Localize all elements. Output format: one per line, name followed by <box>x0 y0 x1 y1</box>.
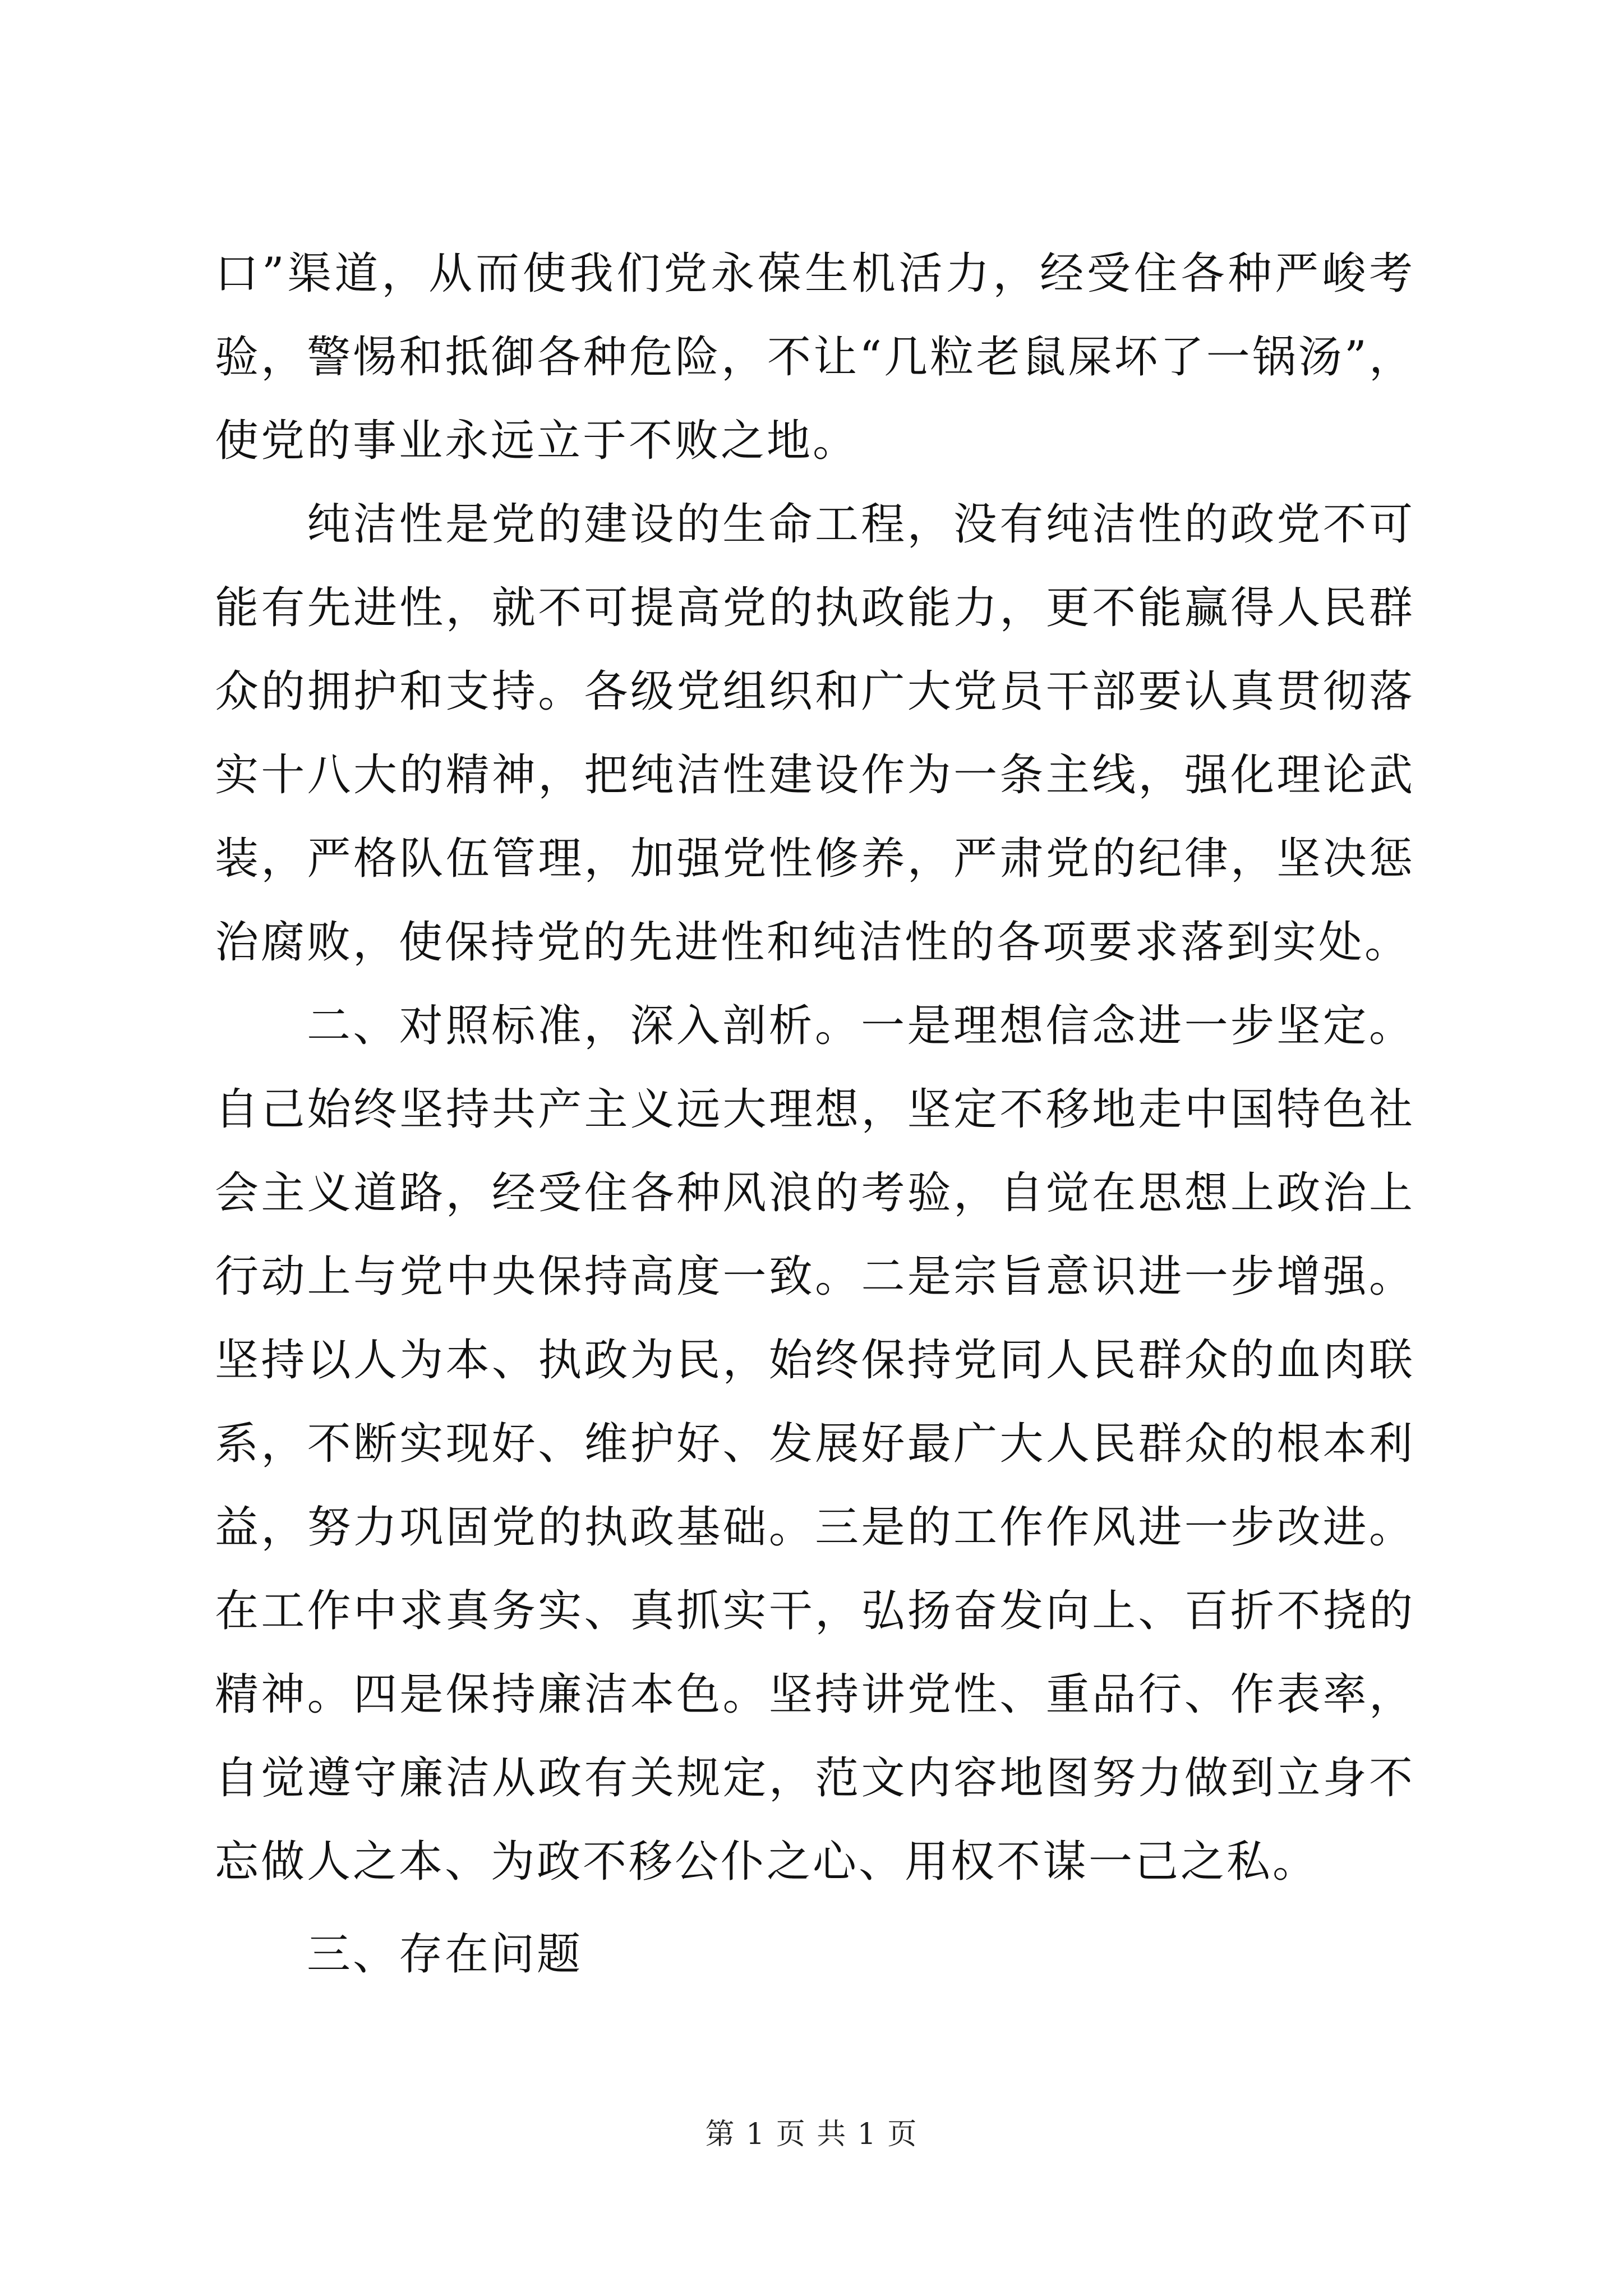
paragraph-analysis: 二、对照标准，深入剖析。一是理想信念进一步坚定。自己始终坚持共产主义远大理想，坚定不移地走中国特色社会主义道路，经受住各种风浪的考验，自觉在思想上政治上行动上与党中央保持高度一致。二是宗旨意识进一步增强。坚持以人为本、执政为民，始终保持党同人民群众的血肉联系，不断实现好、维护好、发展好最广大人民群众的根本利益，努力巩固党的执政基础。三是的工作作风进一步改进。在工作中求真务实、真抓实干，弘扬奋发向上、百折不挠的精神。四是保持廉洁本色。坚持讲党性、重品行、作表率，自觉遵守廉洁从政有关规定，范文内容地图努力做到立身不忘做人之本、为政不移公仆之心、用权不谋一己之私。 <box>215 1001 1415 1887</box>
paragraph-purity: 纯洁性是党的建设的生命工程，没有纯洁性的政党不可能有先进性，就不可提高党的执政能力，更不能赢得人民群众的拥护和支持。各级党组织和广大党员干部要认真贯彻落实十八大的精神，把纯洁性建设作为一条主线，强化理论武装，严格队伍管理，加强党性修养，严肃党的纪律，坚决惩治腐败，使保持党的先进性和纯洁性的各项要求落到实处。 <box>215 499 1415 968</box>
section-heading-problems: 三、存在问题 <box>307 1929 583 1980</box>
document-body <box>215 232 1415 1996</box>
page-footer: 第 1 页 共 1 页 <box>705 2118 918 2151</box>
paragraph-continuation: 口”渠道，从而使我们党永葆生机活力，经受住各种严峻考验，警惕和抵御各种危险，不让“几粒老鼠屎坏了一锅汤”，使党的事业永远立于不败之地。 <box>215 249 1415 466</box>
